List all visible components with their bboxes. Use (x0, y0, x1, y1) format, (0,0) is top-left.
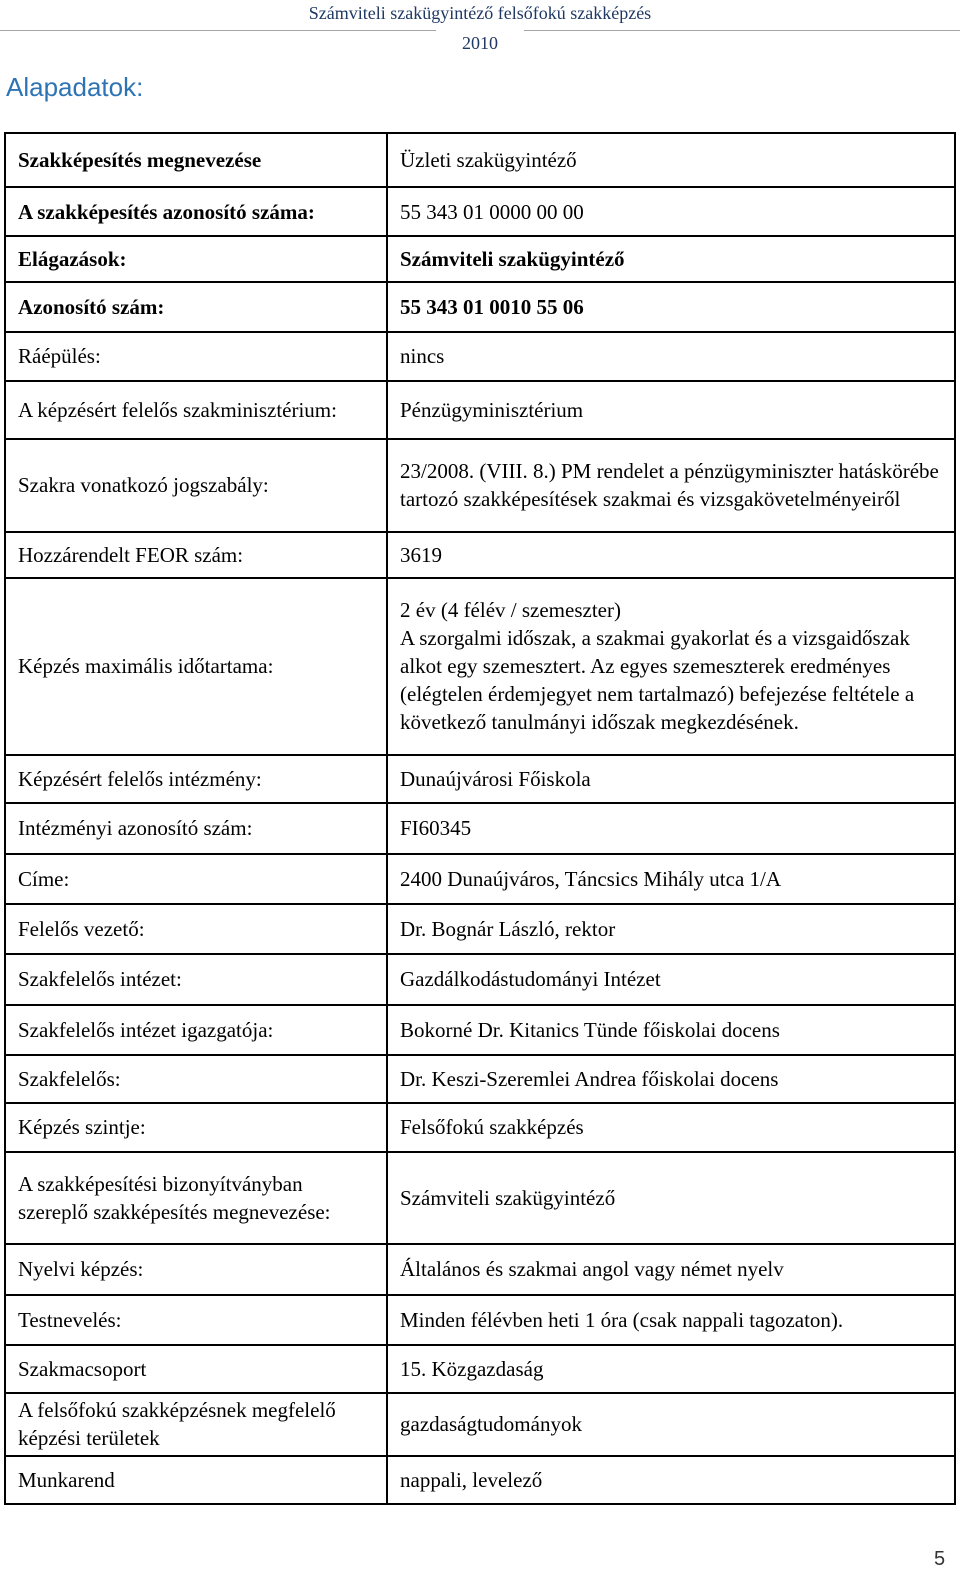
table-row (5, 381, 955, 439)
row-label: Szakfelelős: (5, 1055, 387, 1103)
row-value: Gazdálkodástudományi Intézet (387, 954, 955, 1004)
running-header-year: 2010 (462, 33, 498, 53)
row-label: Ráépülés: (5, 332, 387, 380)
row-value: nappali, levelező (387, 1456, 955, 1504)
table-row (5, 1005, 955, 1055)
row-label: A szakképesítési bizonyítványban szereplő szakképesítés megnevezése: (5, 1152, 387, 1245)
row-value: Számviteli szakügyintéző (387, 236, 955, 282)
row-label: Szakra vonatkozó jogszabály: (5, 439, 387, 532)
row-label: Felelős vezető: (5, 904, 387, 954)
row-value: 55 343 01 0010 55 06 (387, 282, 955, 332)
row-value: Dr. Keszi-Szeremlei Andrea főiskolai docens (387, 1055, 955, 1103)
row-value: Számviteli szakügyintéző (387, 1152, 955, 1245)
duration-summary: 2 év (4 félév / szemeszter) (400, 598, 621, 623)
table-row (5, 439, 955, 532)
header-rule-left (0, 30, 436, 31)
row-label: Testnevelés: (5, 1295, 387, 1345)
row-label: Nyelvi képzés: (5, 1244, 387, 1294)
row-label: Címe: (5, 854, 387, 904)
row-label: Szakmacsoport (5, 1345, 387, 1393)
row-value: Pénzügyminisztérium (387, 381, 955, 439)
table-row (5, 282, 955, 332)
running-header-title: Számviteli szakügyintéző felsőfokú szakképzés (308, 3, 652, 23)
row-label: Munkarend (5, 1456, 387, 1504)
row-label: Képzésért felelős intézmény: (5, 755, 387, 803)
row-value: FI60345 (387, 803, 955, 853)
page-number: 5 (934, 1548, 946, 1570)
header-rule-right (524, 30, 960, 31)
table-row (5, 578, 955, 755)
row-label: A képzésért felelős szakminisztérium: (5, 381, 387, 439)
row-label: Képzés szintje: (5, 1103, 387, 1151)
table-row (5, 954, 955, 1004)
row-value: Minden félévben heti 1 óra (csak nappali tagozaton). (387, 1295, 955, 1345)
row-value: Bokorné Dr. Kitanics Tünde főiskolai docens (387, 1005, 955, 1055)
row-label: A felsőfokú szakképzésnek megfelelő képzési területek (5, 1393, 387, 1455)
table-row (5, 532, 955, 578)
row-label: Szakfelelős intézet igazgatója: (5, 1005, 387, 1055)
row-value (387, 578, 955, 755)
row-value: Dr. Bognár László, rektor (387, 904, 955, 954)
table-row (5, 1152, 955, 1245)
table-row (5, 1295, 955, 1345)
row-label: Intézményi azonosító szám: (5, 803, 387, 853)
table-row (5, 187, 955, 235)
row-label: Hozzárendelt FEOR szám: (5, 532, 387, 578)
basic-data-table (4, 132, 956, 1505)
table-row (5, 236, 955, 282)
table-row (5, 904, 955, 954)
duration-details: A szorgalmi időszak, a szakmai gyakorlat és a vizsgaidőszak alkot egy szemesztert. Az egyes szemeszterek eredményes (elégtelen érdemjegyet nem tartalmazó) befejezése feltétele a következő tanulmányi időszak megkezdésének. (400, 626, 915, 735)
table-row (5, 1456, 955, 1504)
row-label: Elágazások: (5, 236, 387, 282)
row-value: gazdaságtudományok (387, 1393, 955, 1455)
row-value: Üzleti szakügyintéző (387, 133, 955, 187)
table-row (5, 854, 955, 904)
table-row (5, 1393, 955, 1455)
row-value: 2400 Dunaújváros, Táncsics Mihály utca 1/A (387, 854, 955, 904)
row-value: 23/2008. (VIII. 8.) PM rendelet a pénzügyminiszter hatáskörébe tartozó szakképesítések szakmai és vizsgakövetelményeiről (387, 439, 955, 532)
row-label: A szakképesítés azonosító száma: (5, 187, 387, 235)
table-row (5, 1345, 955, 1393)
section-title: Alapadatok: (6, 72, 144, 102)
row-value: Dunaújvárosi Főiskola (387, 755, 955, 803)
row-label: Szakképesítés megnevezése (5, 133, 387, 187)
table-row (5, 1103, 955, 1151)
row-value: 55 343 01 0000 00 00 (387, 187, 955, 235)
table-row (5, 332, 955, 380)
table-row (5, 1055, 955, 1103)
row-label: Képzés maximális időtartama: (5, 578, 387, 755)
row-label: Azonosító szám: (5, 282, 387, 332)
table-row (5, 133, 955, 187)
row-value: 3619 (387, 532, 955, 578)
table-row (5, 755, 955, 803)
table-row (5, 1244, 955, 1294)
table-row (5, 803, 955, 853)
row-value: nincs (387, 332, 955, 380)
row-label: Szakfelelős intézet: (5, 954, 387, 1004)
row-value: Felsőfokú szakképzés (387, 1103, 955, 1151)
row-value: 15. Közgazdaság (387, 1345, 955, 1393)
row-value: Általános és szakmai angol vagy német nyelv (387, 1244, 955, 1294)
